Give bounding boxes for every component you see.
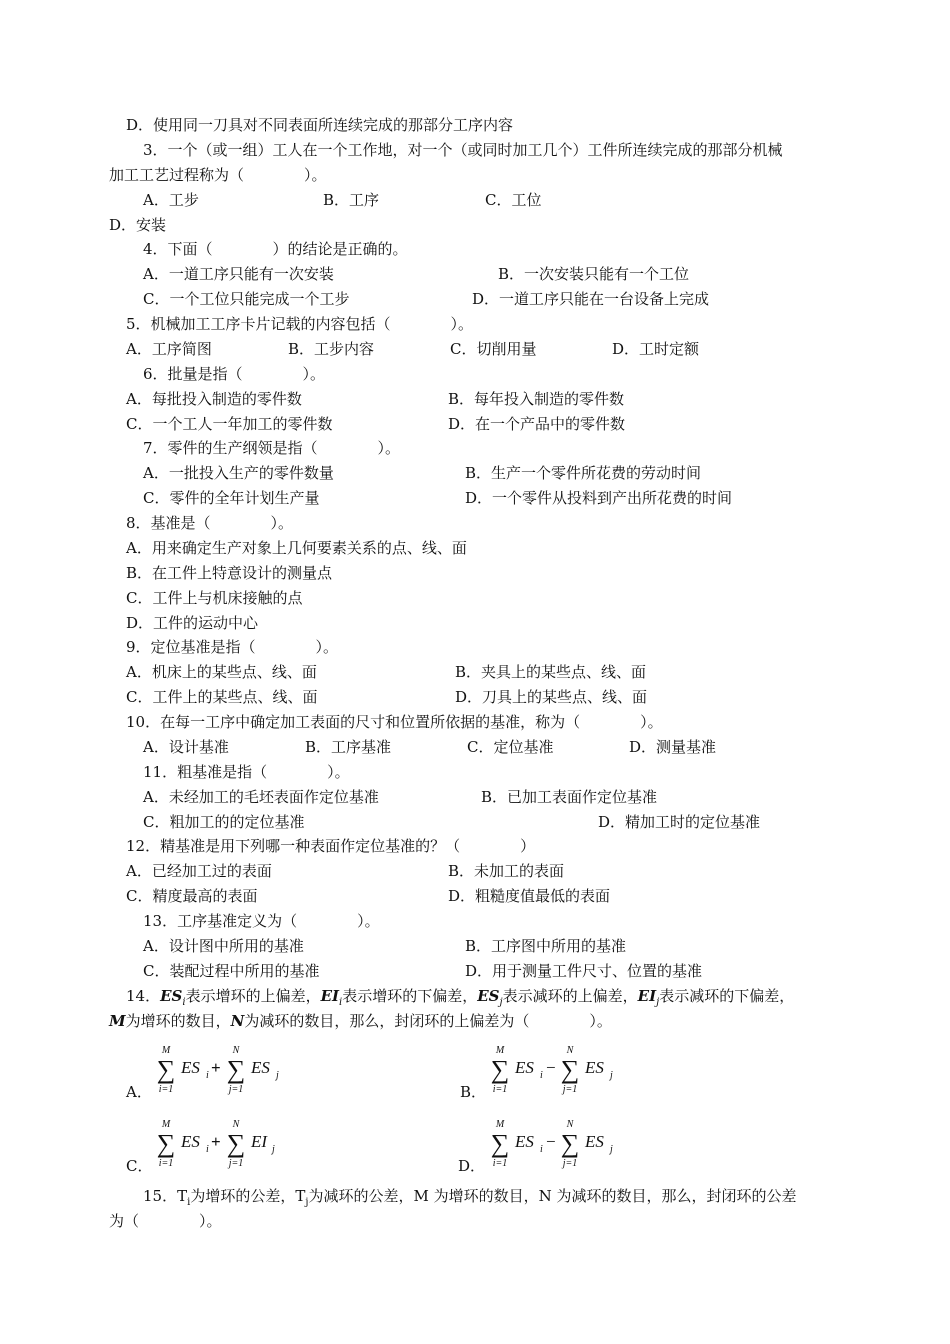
q12-option-b: B．未加工的表面 xyxy=(448,862,565,880)
svg-text:∑: ∑ xyxy=(560,1055,580,1084)
q9-option-d: D．刀具上的某些点、线、面 xyxy=(455,688,648,706)
q5-option-d: D．工时定额 xyxy=(612,340,700,358)
q10-option-d: D．测量基准 xyxy=(629,738,717,756)
q4-option-b: B．一次安装只能有一个工位 xyxy=(498,265,690,283)
q3-option-c: C．工位 xyxy=(485,191,542,209)
q9-option-b: B．夹具上的某些点、线、面 xyxy=(455,663,647,681)
q7-option-d: D．一个零件从投料到产出所花费的时间 xyxy=(465,489,733,507)
q12-option-a: A．已经加工过的表面 xyxy=(126,862,272,880)
svg-text:j: j xyxy=(272,1144,275,1155)
svg-text:i=1: i=1 xyxy=(158,1084,174,1095)
q11-option-b: B．已加工表面作定位基准 xyxy=(481,788,658,806)
q11-option-d: D．精加工时的定位基准 xyxy=(598,813,761,831)
svg-text:∑: ∑ xyxy=(226,1129,246,1158)
q8-option-d: D．工件的运动中心 xyxy=(126,614,259,632)
q13-option-b: B．工序图中所用的基准 xyxy=(465,937,627,955)
q4-stem: 4．下面（ ）的结论是正确的。 xyxy=(143,240,408,258)
svg-text:ES: ES xyxy=(585,1132,604,1151)
svg-text:N: N xyxy=(232,1119,240,1130)
q12-stem: 12．精基准是用下列哪一种表面作定位基准的？（ ） xyxy=(126,837,536,855)
svg-text:i=1: i=1 xyxy=(158,1158,174,1169)
q14-option-a-formula xyxy=(150,1040,300,1104)
svg-text:∑: ∑ xyxy=(560,1129,580,1158)
svg-text:M: M xyxy=(495,1119,505,1130)
svg-text:ES: ES xyxy=(251,1058,270,1077)
q8-option-a: A．用来确定生产对象上几何要素关系的点、线、面 xyxy=(126,539,467,557)
q2-option-d: D．使用同一刀具对不同表面所连续完成的那部分工序内容 xyxy=(126,116,514,134)
q10-stem: 10．在每一工序中确定加工表面的尺寸和位置所依据的基准，称为（ ）。 xyxy=(126,713,663,731)
svg-text:EI: EI xyxy=(251,1132,268,1151)
q5-option-b: B．工步内容 xyxy=(288,340,375,358)
q7-option-c: C．零件的全年计划生产量 xyxy=(143,489,320,507)
svg-text:j=1: j=1 xyxy=(228,1084,244,1095)
q14-option-d-label: D． xyxy=(458,1157,486,1175)
svg-text:N: N xyxy=(566,1119,574,1130)
svg-text:+: + xyxy=(211,1132,221,1151)
svg-text:j=1: j=1 xyxy=(562,1084,578,1095)
q3-option-b: B．工序 xyxy=(323,191,380,209)
q10-option-b: B．工序基准 xyxy=(305,738,392,756)
svg-text:i: i xyxy=(540,1070,543,1081)
q5-option-c: C．切削用量 xyxy=(450,340,537,358)
q3-stem: 3．一个（或一组）工人在一个工作地，对一个（或同时加工几个）工件所连续完成的那部分机械 xyxy=(143,141,783,159)
q13-stem: 13．工序基准定义为（ ）。 xyxy=(143,912,380,930)
svg-text:i=1: i=1 xyxy=(492,1084,508,1095)
q13-option-d: D．用于测量工件尺寸、位置的基准 xyxy=(465,962,703,980)
q9-option-a: A．机床上的某些点、线、面 xyxy=(126,663,317,681)
svg-text:j=1: j=1 xyxy=(228,1158,244,1169)
q7-stem: 7．零件的生产纲领是指（ ）。 xyxy=(143,439,401,457)
svg-text:i: i xyxy=(206,1144,209,1155)
q14-option-a-label: A． xyxy=(126,1083,152,1101)
svg-text:−: − xyxy=(546,1132,556,1151)
q7-option-a: A．一批投入生产的零件数量 xyxy=(143,464,334,482)
q9-stem: 9．定位基准是指（ ）。 xyxy=(126,638,339,656)
svg-text:ES: ES xyxy=(515,1132,534,1151)
svg-text:−: − xyxy=(546,1058,556,1077)
svg-text:∑: ∑ xyxy=(490,1129,510,1158)
q14-stem: 14．$ES_i$表示增环的上偏差，$EI_i$表示增环的下偏差，$ES_j$表示减环的上偏差，$EI_j$表示减环的下偏差， xyxy=(126,987,795,1008)
svg-text:M: M xyxy=(495,1045,505,1056)
q6-option-b: B．每年投入制造的零件数 xyxy=(448,390,625,408)
q6-option-a: A．每批投入制造的零件数 xyxy=(126,390,302,408)
q11-stem: 11．粗基准是指（ ）。 xyxy=(143,763,350,781)
q8-option-c: C．工件上与机床接触的点 xyxy=(126,589,303,607)
q15-stem: 15．$T_i$为增环的公差，$T_j$为减环的公差，M 为增环的数目，N 为减环的数目，那么，封闭环的公差 xyxy=(143,1187,797,1208)
svg-text:∑: ∑ xyxy=(226,1055,246,1084)
svg-text:j=1: j=1 xyxy=(562,1158,578,1169)
q11-option-c: C．粗加工的的定位基准 xyxy=(143,813,305,831)
q5-option-a: A．工序简图 xyxy=(126,340,212,358)
q14-option-b-label: B． xyxy=(460,1083,487,1101)
svg-text:ES: ES xyxy=(181,1058,200,1077)
svg-text:j: j xyxy=(610,1144,613,1155)
q6-option-c: C．一个工人一年加工的零件数 xyxy=(126,415,333,433)
q10-option-c: C．定位基准 xyxy=(467,738,554,756)
svg-text:ES: ES xyxy=(515,1058,534,1077)
svg-text:i=1: i=1 xyxy=(492,1158,508,1169)
q11-option-a: A．未经加工的毛坯表面作定位基准 xyxy=(143,788,379,806)
q4-option-d: D．一道工序只能在一台设备上完成 xyxy=(472,290,710,308)
q15-stem-cont: 为（ ）。 xyxy=(109,1212,222,1230)
q9-option-c: C．工件上的某些点、线、面 xyxy=(126,688,318,706)
q3-option-a: A．工步 xyxy=(143,191,199,209)
svg-text:M: M xyxy=(161,1045,171,1056)
svg-text:j: j xyxy=(610,1070,613,1081)
q5-stem: 5．机械加工工序卡片记载的内容包括（ ）。 xyxy=(126,315,474,333)
q7-option-b: B．生产一个零件所花费的劳动时间 xyxy=(465,464,702,482)
svg-text:ES: ES xyxy=(585,1058,604,1077)
q12-option-d: D．粗糙度值最低的表面 xyxy=(448,887,611,905)
q6-option-d: D．在一个产品中的零件数 xyxy=(448,415,626,433)
svg-text:∑: ∑ xyxy=(156,1055,176,1084)
q4-option-a: A．一道工序只能有一次安装 xyxy=(143,265,334,283)
q13-option-c: C．装配过程中所用的基准 xyxy=(143,962,320,980)
q6-stem: 6．批量是指（ ）。 xyxy=(143,365,326,383)
q10-option-a: A．设计基准 xyxy=(143,738,229,756)
svg-text:j: j xyxy=(276,1070,279,1081)
q14-option-b-formula xyxy=(484,1040,634,1104)
svg-text:ES: ES xyxy=(181,1132,200,1151)
q14-stem-cont: M为增环的数目，N为减环的数目，那么，封闭环的上偏差为（ ）。 xyxy=(109,1012,612,1030)
q3-option-d: D．安装 xyxy=(109,216,167,234)
svg-text:N: N xyxy=(232,1045,240,1056)
svg-text:∑: ∑ xyxy=(490,1055,510,1084)
q12-option-c: C．精度最高的表面 xyxy=(126,887,258,905)
svg-text:+: + xyxy=(211,1058,221,1077)
q3-stem-cont: 加工工艺过程称为（ ）。 xyxy=(109,166,327,184)
q13-option-a: A．设计图中所用的基准 xyxy=(143,937,304,955)
q8-stem: 8．基准是（ ）。 xyxy=(126,514,294,532)
q14-option-d-formula xyxy=(484,1114,634,1178)
svg-text:N: N xyxy=(566,1045,574,1056)
svg-text:∑: ∑ xyxy=(156,1129,176,1158)
q4-option-c: C．一个工位只能完成一个工步 xyxy=(143,290,350,308)
svg-text:M: M xyxy=(161,1119,171,1130)
svg-text:i: i xyxy=(540,1144,543,1155)
q14-option-c-formula xyxy=(150,1114,300,1178)
q14-option-c-label: C． xyxy=(126,1157,153,1175)
q8-option-b: B．在工件上特意设计的测量点 xyxy=(126,564,333,582)
svg-text:i: i xyxy=(206,1070,209,1081)
